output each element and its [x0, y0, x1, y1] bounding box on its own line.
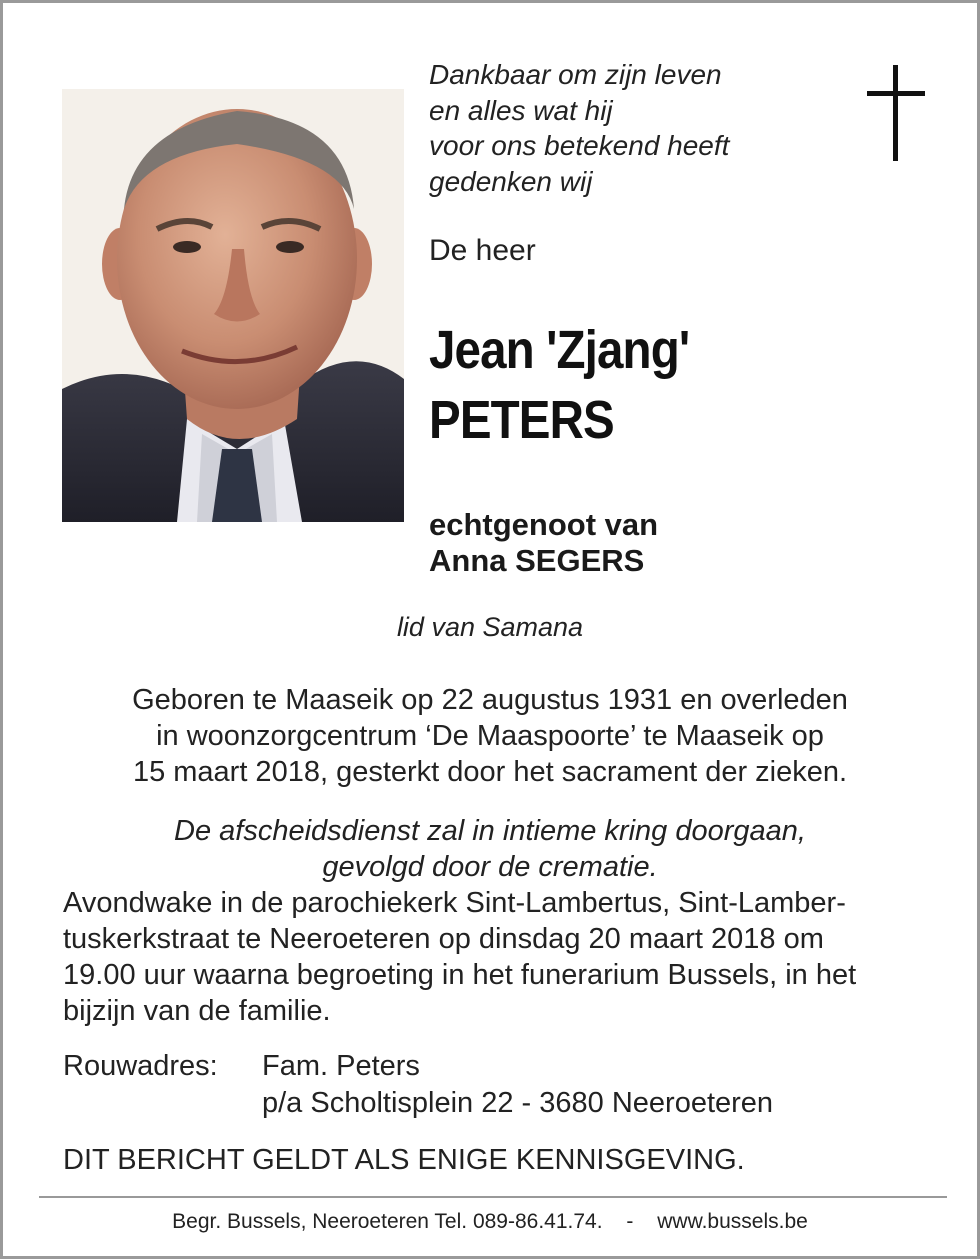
honorific: De heer [429, 234, 536, 267]
birth-death-paragraph [43, 682, 937, 790]
paragraph-line: tuskerkstraat te Neeroeteren op dinsdag 20 maart 2018 om [63, 923, 824, 955]
paragraph-line: Geboren te Maaseik op 22 augustus 1931 en overleden [132, 684, 848, 716]
intro-line: gedenken wij [429, 165, 593, 197]
address-line-1: Fam. Peters [262, 1050, 420, 1082]
cross-icon [867, 65, 925, 161]
footer [3, 1210, 977, 1234]
spouse-info [429, 507, 658, 579]
intro-line: Dankbaar om zijn leven [429, 59, 722, 90]
deceased-name [429, 315, 689, 455]
paragraph-line: in woonzorgcentrum ‘De Maaspoorte’ te Maaseik op [156, 720, 824, 752]
footer-separator: - [626, 1210, 634, 1233]
paragraph-line: De afscheidsdienst zal in intieme kring doorgaan, [174, 815, 806, 847]
paragraph-line: 19.00 uur waarna begroeting in het funerarium Bussels, in het [63, 959, 857, 991]
last-name: PETERS [429, 390, 614, 450]
paragraph-line: 15 maart 2018, gesterkt door het sacrament der zieken. [132, 756, 848, 788]
mourning-address [63, 1048, 773, 1122]
service-paragraph [43, 813, 937, 885]
notice-text: DIT BERICHT GELDT ALS ENIGE KENNISGEVING. [63, 1144, 745, 1176]
paragraph-line: bijzijn van de familie. [63, 995, 331, 1027]
membership: lid van Samana [396, 612, 584, 642]
funeral-home-info: Begr. Bussels, Neeroeteren Tel. 089-86.41.74. [172, 1210, 603, 1233]
divider [39, 1196, 947, 1198]
address-spacer [63, 1085, 262, 1122]
paragraph-line: gevolgd door de crematie. [322, 851, 658, 883]
spouse-label: echtgenoot van [429, 507, 659, 542]
address-line-2: p/a Scholtisplein 22 - 3680 Neeroeteren [262, 1087, 774, 1119]
paragraph-line: Avondwake in de parochiekerk Sint-Lambertus, Sint-Lamber- [63, 887, 846, 919]
wake-paragraph [63, 885, 856, 1029]
intro-line: en alles wat hij [429, 94, 613, 126]
intro-line: voor ons betekend heeft [429, 130, 730, 161]
intro-text [429, 57, 729, 199]
first-name: Jean 'Zjang' [429, 320, 690, 380]
address-label: Rouwadres: [63, 1050, 218, 1082]
website-link[interactable]: www.bussels.be [657, 1210, 808, 1233]
spouse-name: Anna SEGERS [429, 543, 645, 578]
portrait-photo [62, 89, 404, 522]
